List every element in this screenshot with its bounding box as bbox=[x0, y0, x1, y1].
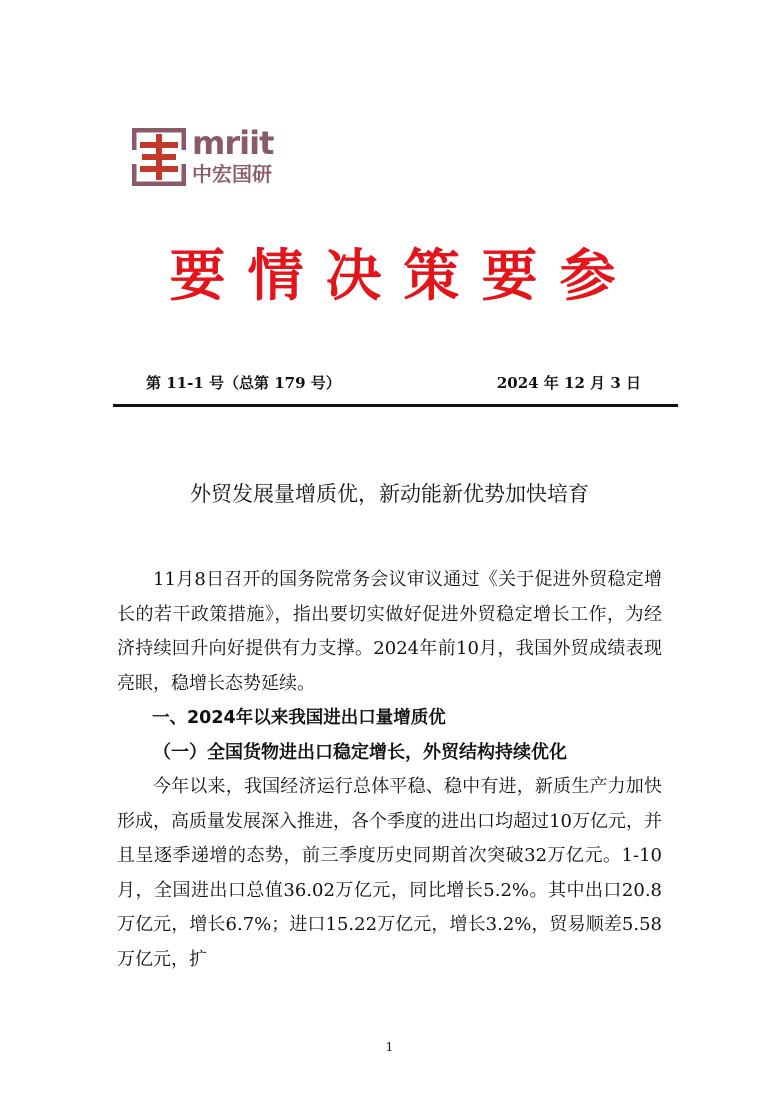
article-headline: 外贸发展量增质优，新动能新优势加快培育 bbox=[190, 482, 589, 506]
paragraph-trade-overview: 今年以来，我国经济运行总体平稳、稳中有进，新质生产力加快形成，高质量发展深入推进，各个季度的进出口均超过10万亿元，并且呈逐季递增的态势，前三季度历史同期首次突破32万亿元。1-10月，全国进出口总值36.02万亿元，同比增长5.2%。其中出口20.8万亿元，增长6.7%；进口15.22万亿元，增长3.2%，贸易顺差5.58万亿元，扩 bbox=[117, 776, 662, 970]
logo-brand-cn: 中宏国研 bbox=[192, 162, 272, 186]
mriit-logo-mark bbox=[132, 128, 186, 186]
issue-number: 第 11-1 号（总第 179 号） bbox=[146, 374, 341, 392]
article-body bbox=[117, 563, 662, 977]
subsection-heading-1: （一）全国货物进出口稳定增长，外贸结构持续优化 bbox=[153, 741, 567, 763]
section-heading-1: 一、2024年以来我国进出口量增质优 bbox=[152, 708, 446, 728]
header-divider bbox=[113, 404, 678, 407]
page-number: 1 bbox=[385, 1040, 394, 1054]
issue-info bbox=[146, 372, 641, 394]
logo-brand-en: mriit bbox=[192, 124, 274, 162]
paragraph-intro: 11月8日召开的国务院常务会议审议通过《关于促进外贸稳定增长的若干政策措施》，指出要切实做好促进外贸稳定增长工作，为经济持续回升向好提供有力支撑。2024年前10月，我国外贸成绩表现亮眼，稳增长态势延续。 bbox=[117, 569, 662, 694]
issue-date: 2024 年 12 月 3 日 bbox=[496, 374, 641, 392]
mriit-logo bbox=[132, 124, 282, 188]
masthead-title: 要情决策要参 bbox=[169, 244, 638, 309]
